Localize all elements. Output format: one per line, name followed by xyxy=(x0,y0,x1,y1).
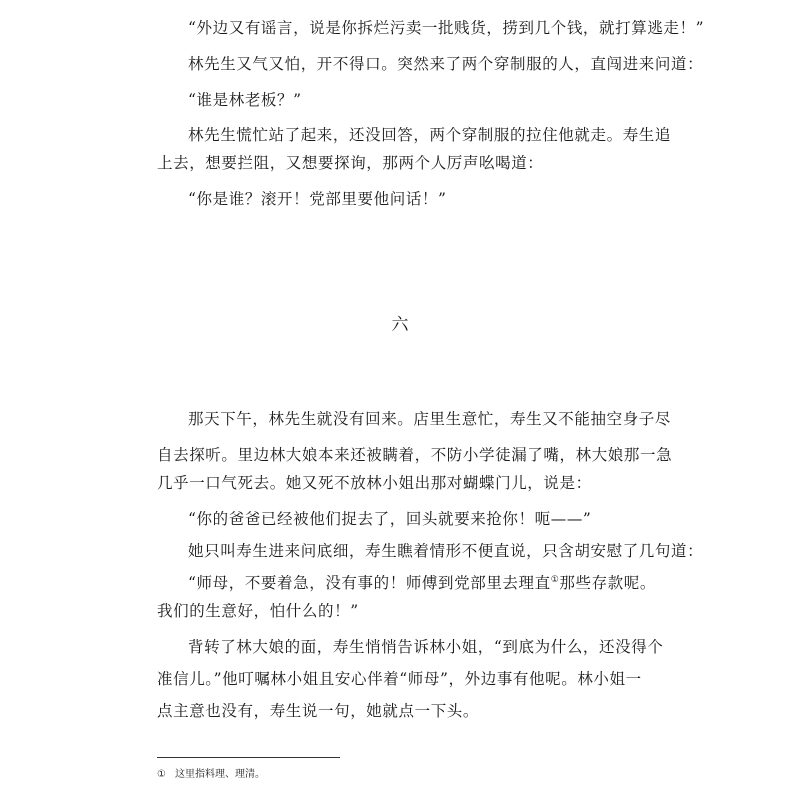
paragraph-afternoon-line-1: 那天下午，林先生就没有回来。店里生意忙，寿生又不能抽空身子尽 xyxy=(188,410,672,428)
paragraph-dont-worry-text-a: “师母，不要着急，没有事的！师傅到党部里去理直 xyxy=(188,574,551,592)
paragraph-get-lost: “你是谁？滚开！党部里要他问话！” xyxy=(188,190,447,208)
paragraph-whisper-line-2: 准信儿。”他叮嘱林小姐且安心伴着“师母”，外边事有他呢。林小姐一 xyxy=(157,670,642,688)
paragraph-who-is-boss: “谁是林老板？” xyxy=(188,91,302,109)
paragraph-whisper-line-3: 点主意也没有，寿生说一句，她就点一下头。 xyxy=(157,702,480,720)
paragraph-asks-shousheng: 她只叫寿生进来问底细，寿生瞧着情形不便直说，只含胡安慰了几句道： xyxy=(188,542,704,560)
footnote xyxy=(157,768,265,782)
paragraph-afternoon-line-2: 自去探听。里边林大娘本来还被瞒着，不防小学徒漏了嘴，林大娘那一急 xyxy=(157,446,673,464)
footnote-divider xyxy=(157,757,340,758)
footnote-mark: ① xyxy=(157,769,166,780)
paragraph-rumor: “外边又有谣言，说是你拆烂污卖一批贱货，捞到几个钱，就打算逃走！” xyxy=(188,19,705,37)
paragraph-whisper-line-1: 背转了林大娘的面，寿生悄悄告诉林小姐，“到底为什么，还没得个 xyxy=(188,638,664,656)
chapter-title: 六 xyxy=(391,315,409,335)
paragraph-dont-worry-line-2: 我们的生意好，怕什么的！” xyxy=(157,602,359,620)
footnote-reference-mark: ① xyxy=(550,574,560,585)
paragraph-taken-away-line-2: 上去，想要拦阻，又想要探询，那两个人厉声吆喝道： xyxy=(157,154,544,172)
paragraph-afternoon-line-3: 几乎一口气死去。她又死不放林小姐出那对蝴蝶门儿，说是： xyxy=(157,474,592,492)
paragraph-dont-worry-line-1 xyxy=(188,573,668,593)
paragraph-dont-worry-text-b: 那些存款呢。 xyxy=(559,574,657,592)
paragraph-father-caught: “你的爸爸已经被他们捉去了，回头就要来抢你！呃——” xyxy=(188,510,592,528)
paragraph-mr-lin-angry: 林先生又气又怕，开不得口。突然来了两个穿制服的人，直闯进来问道： xyxy=(188,55,704,73)
paragraph-taken-away-line-1: 林先生慌忙站了起来，还没回答，两个穿制服的拉住他就走。寿生追 xyxy=(188,126,672,144)
footnote-text: 这里指料理、理清。 xyxy=(175,769,265,780)
